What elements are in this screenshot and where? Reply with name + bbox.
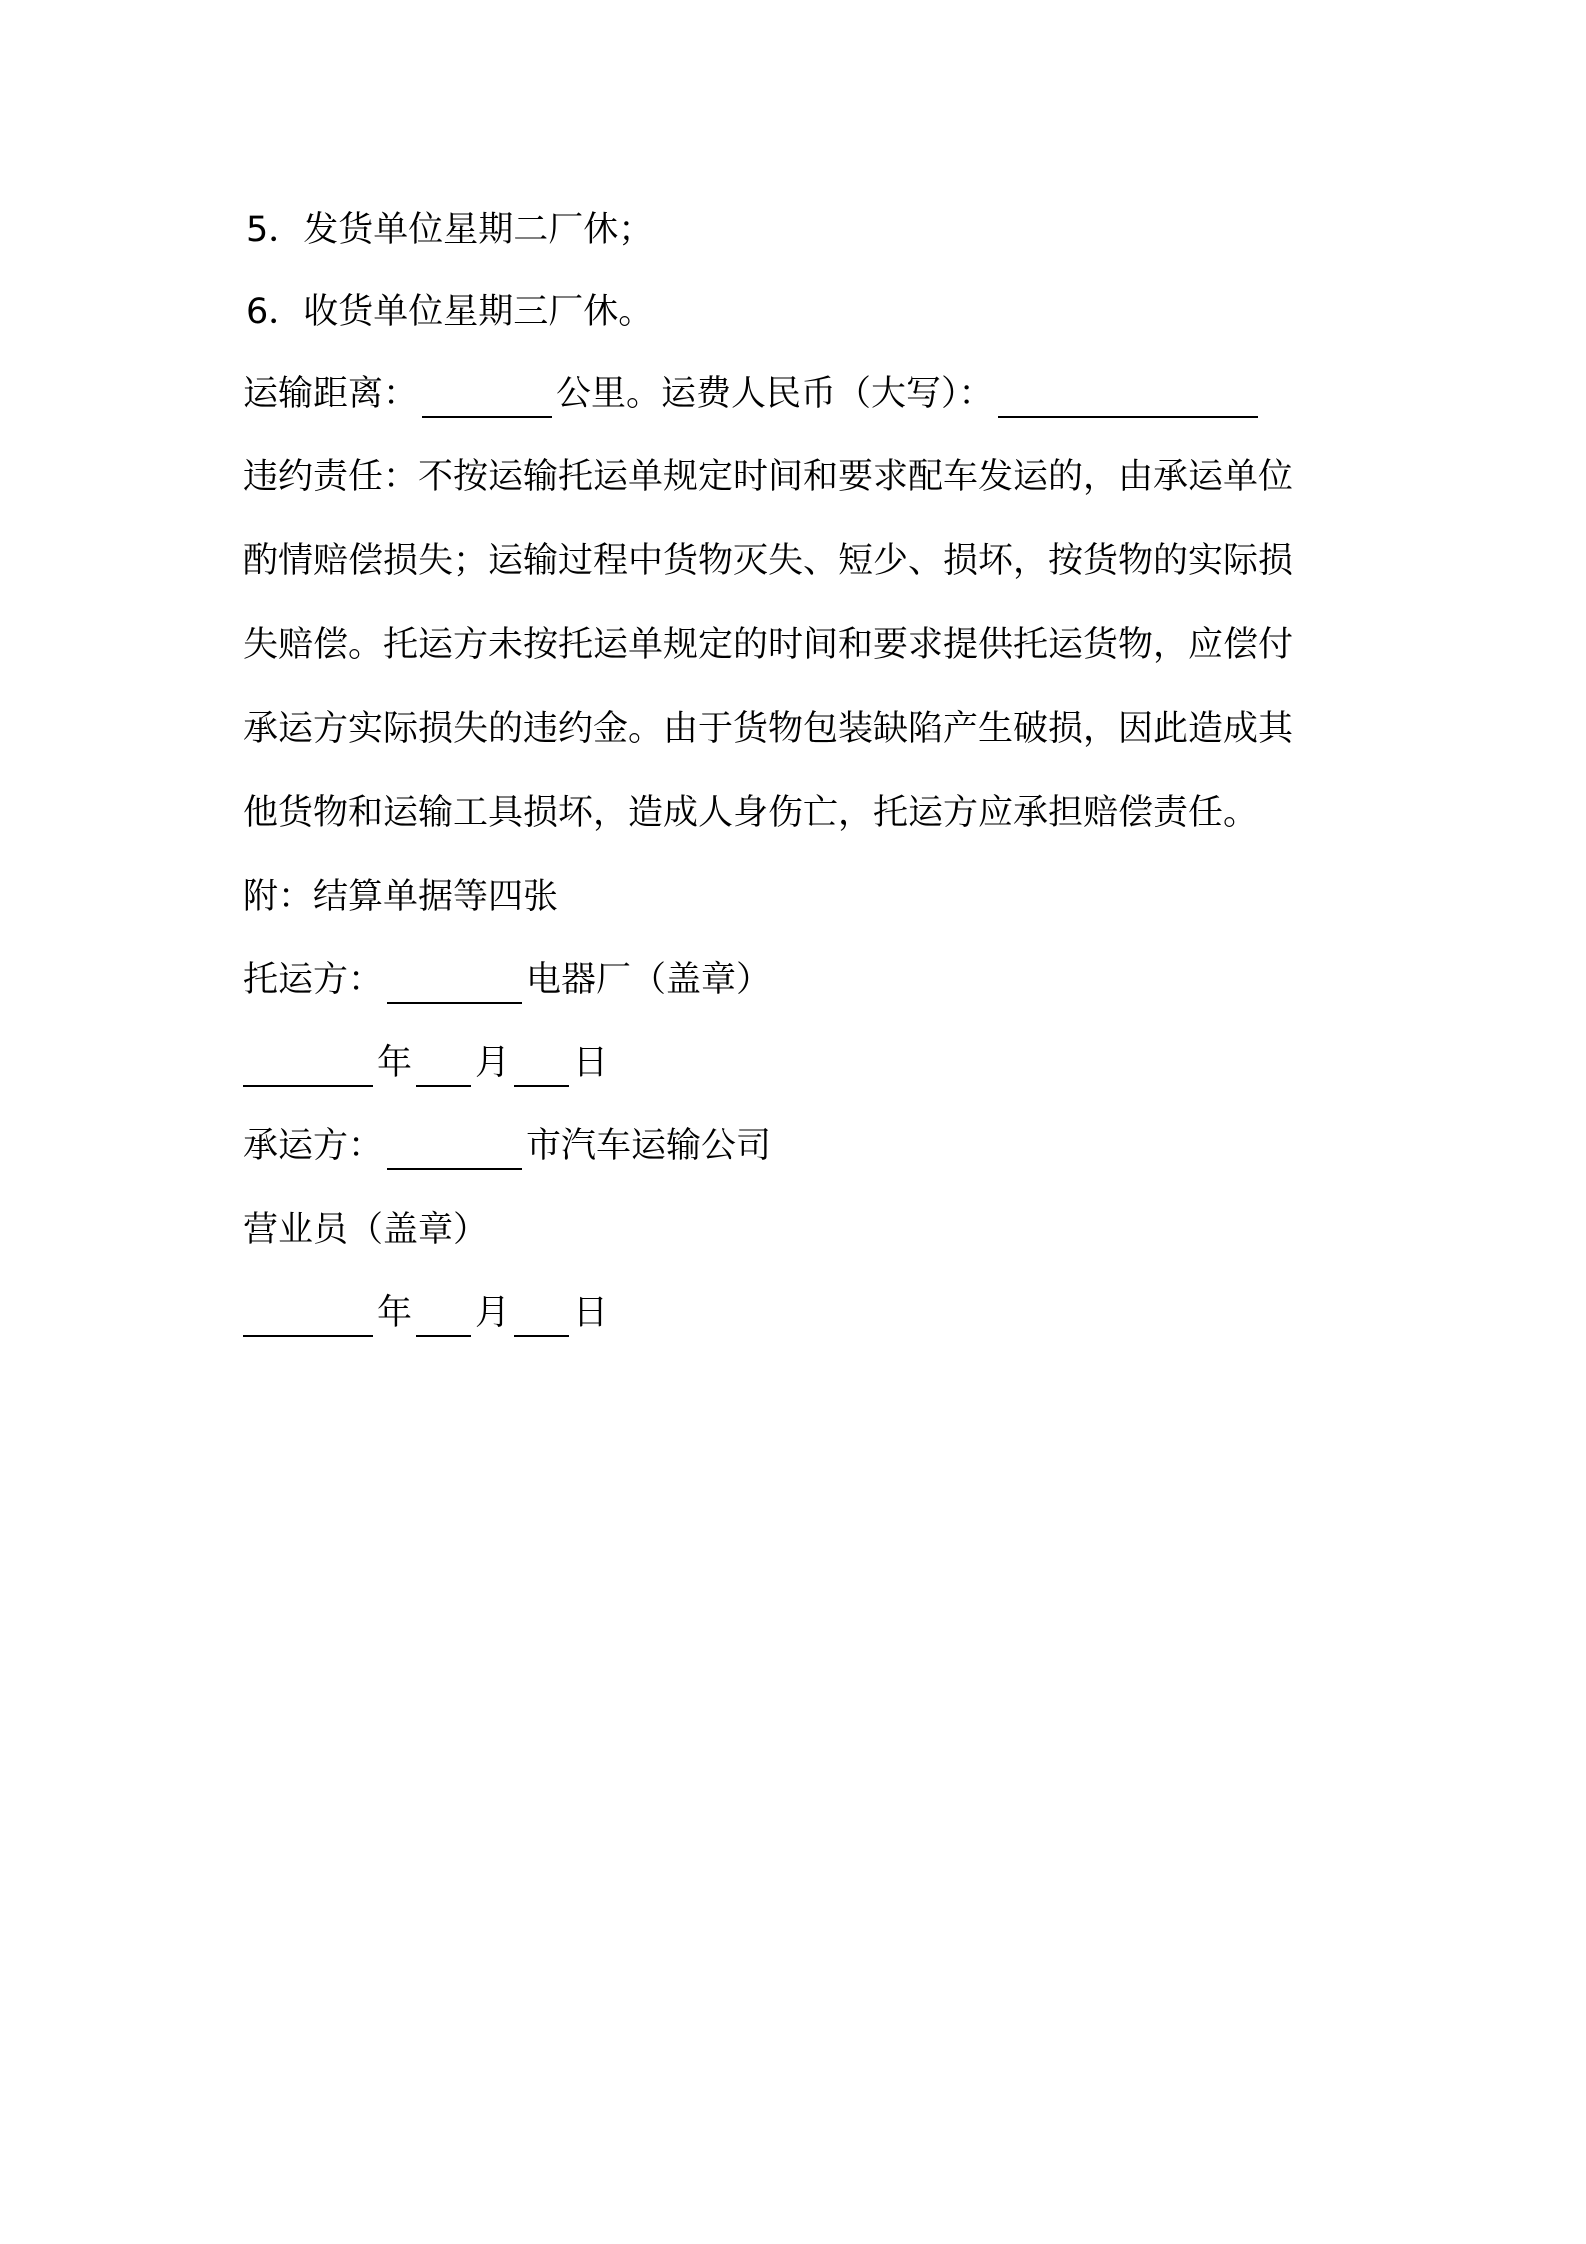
month-label-2: 月 <box>475 1293 511 1333</box>
date-line-2 <box>243 1289 608 1337</box>
attachment-line: 附：结算单据等四张 <box>243 877 559 917</box>
liability-line-4: 承运方实际损失的违约金。由于货物包装缺陷产生破损，因此造成其 <box>243 709 1294 749</box>
month-blank-2 <box>416 1295 471 1337</box>
carrier-name-suffix: 市汽车运输公司 <box>526 1126 772 1166</box>
month-blank-1 <box>416 1045 471 1087</box>
distance-label: 运输距离： <box>243 374 419 414</box>
clerk-line: 营业员（盖章） <box>243 1210 489 1250</box>
distance-line <box>243 370 1262 418</box>
item-5: 5．发货单位星期二厂休； <box>246 210 654 250</box>
day-label-1: 日 <box>573 1043 609 1083</box>
date-line-1 <box>243 1039 608 1087</box>
carrier-blank <box>387 1128 522 1170</box>
day-blank-1 <box>514 1045 569 1087</box>
year-label-2: 年 <box>377 1293 413 1333</box>
fee-blank <box>998 376 1258 418</box>
consignor-line <box>243 956 771 1004</box>
liability-line-3: 失赔偿。托运方未按托运单规定的时间和要求提供托运货物，应偿付 <box>243 625 1294 665</box>
consignor-label: 托运方： <box>243 960 384 1000</box>
distance-unit-text: 公里。运费人民币（大写）： <box>556 374 994 414</box>
year-blank-2 <box>243 1295 373 1337</box>
year-label-1: 年 <box>377 1043 413 1083</box>
liability-line-5: 他货物和运输工具损坏，造成人身伤亡，托运方应承担赔偿责任。 <box>243 793 1259 833</box>
liability-line-2: 酌情赔偿损失；运输过程中货物灭失、短少、损坏，按货物的实际损 <box>243 541 1294 581</box>
year-blank-1 <box>243 1045 373 1087</box>
day-blank-2 <box>514 1295 569 1337</box>
month-label-1: 月 <box>475 1043 511 1083</box>
day-label-2: 日 <box>573 1293 609 1333</box>
consignor-name-suffix: 电器厂（盖章） <box>526 960 772 1000</box>
distance-blank <box>422 376 552 418</box>
carrier-line <box>243 1122 771 1170</box>
item-6: 6．收货单位星期三厂休。 <box>246 292 654 332</box>
liability-line-1: 违约责任：不按运输托运单规定时间和要求配车发运的，由承运单位 <box>243 457 1294 497</box>
carrier-label: 承运方： <box>243 1126 384 1166</box>
consignor-blank <box>387 962 522 1004</box>
